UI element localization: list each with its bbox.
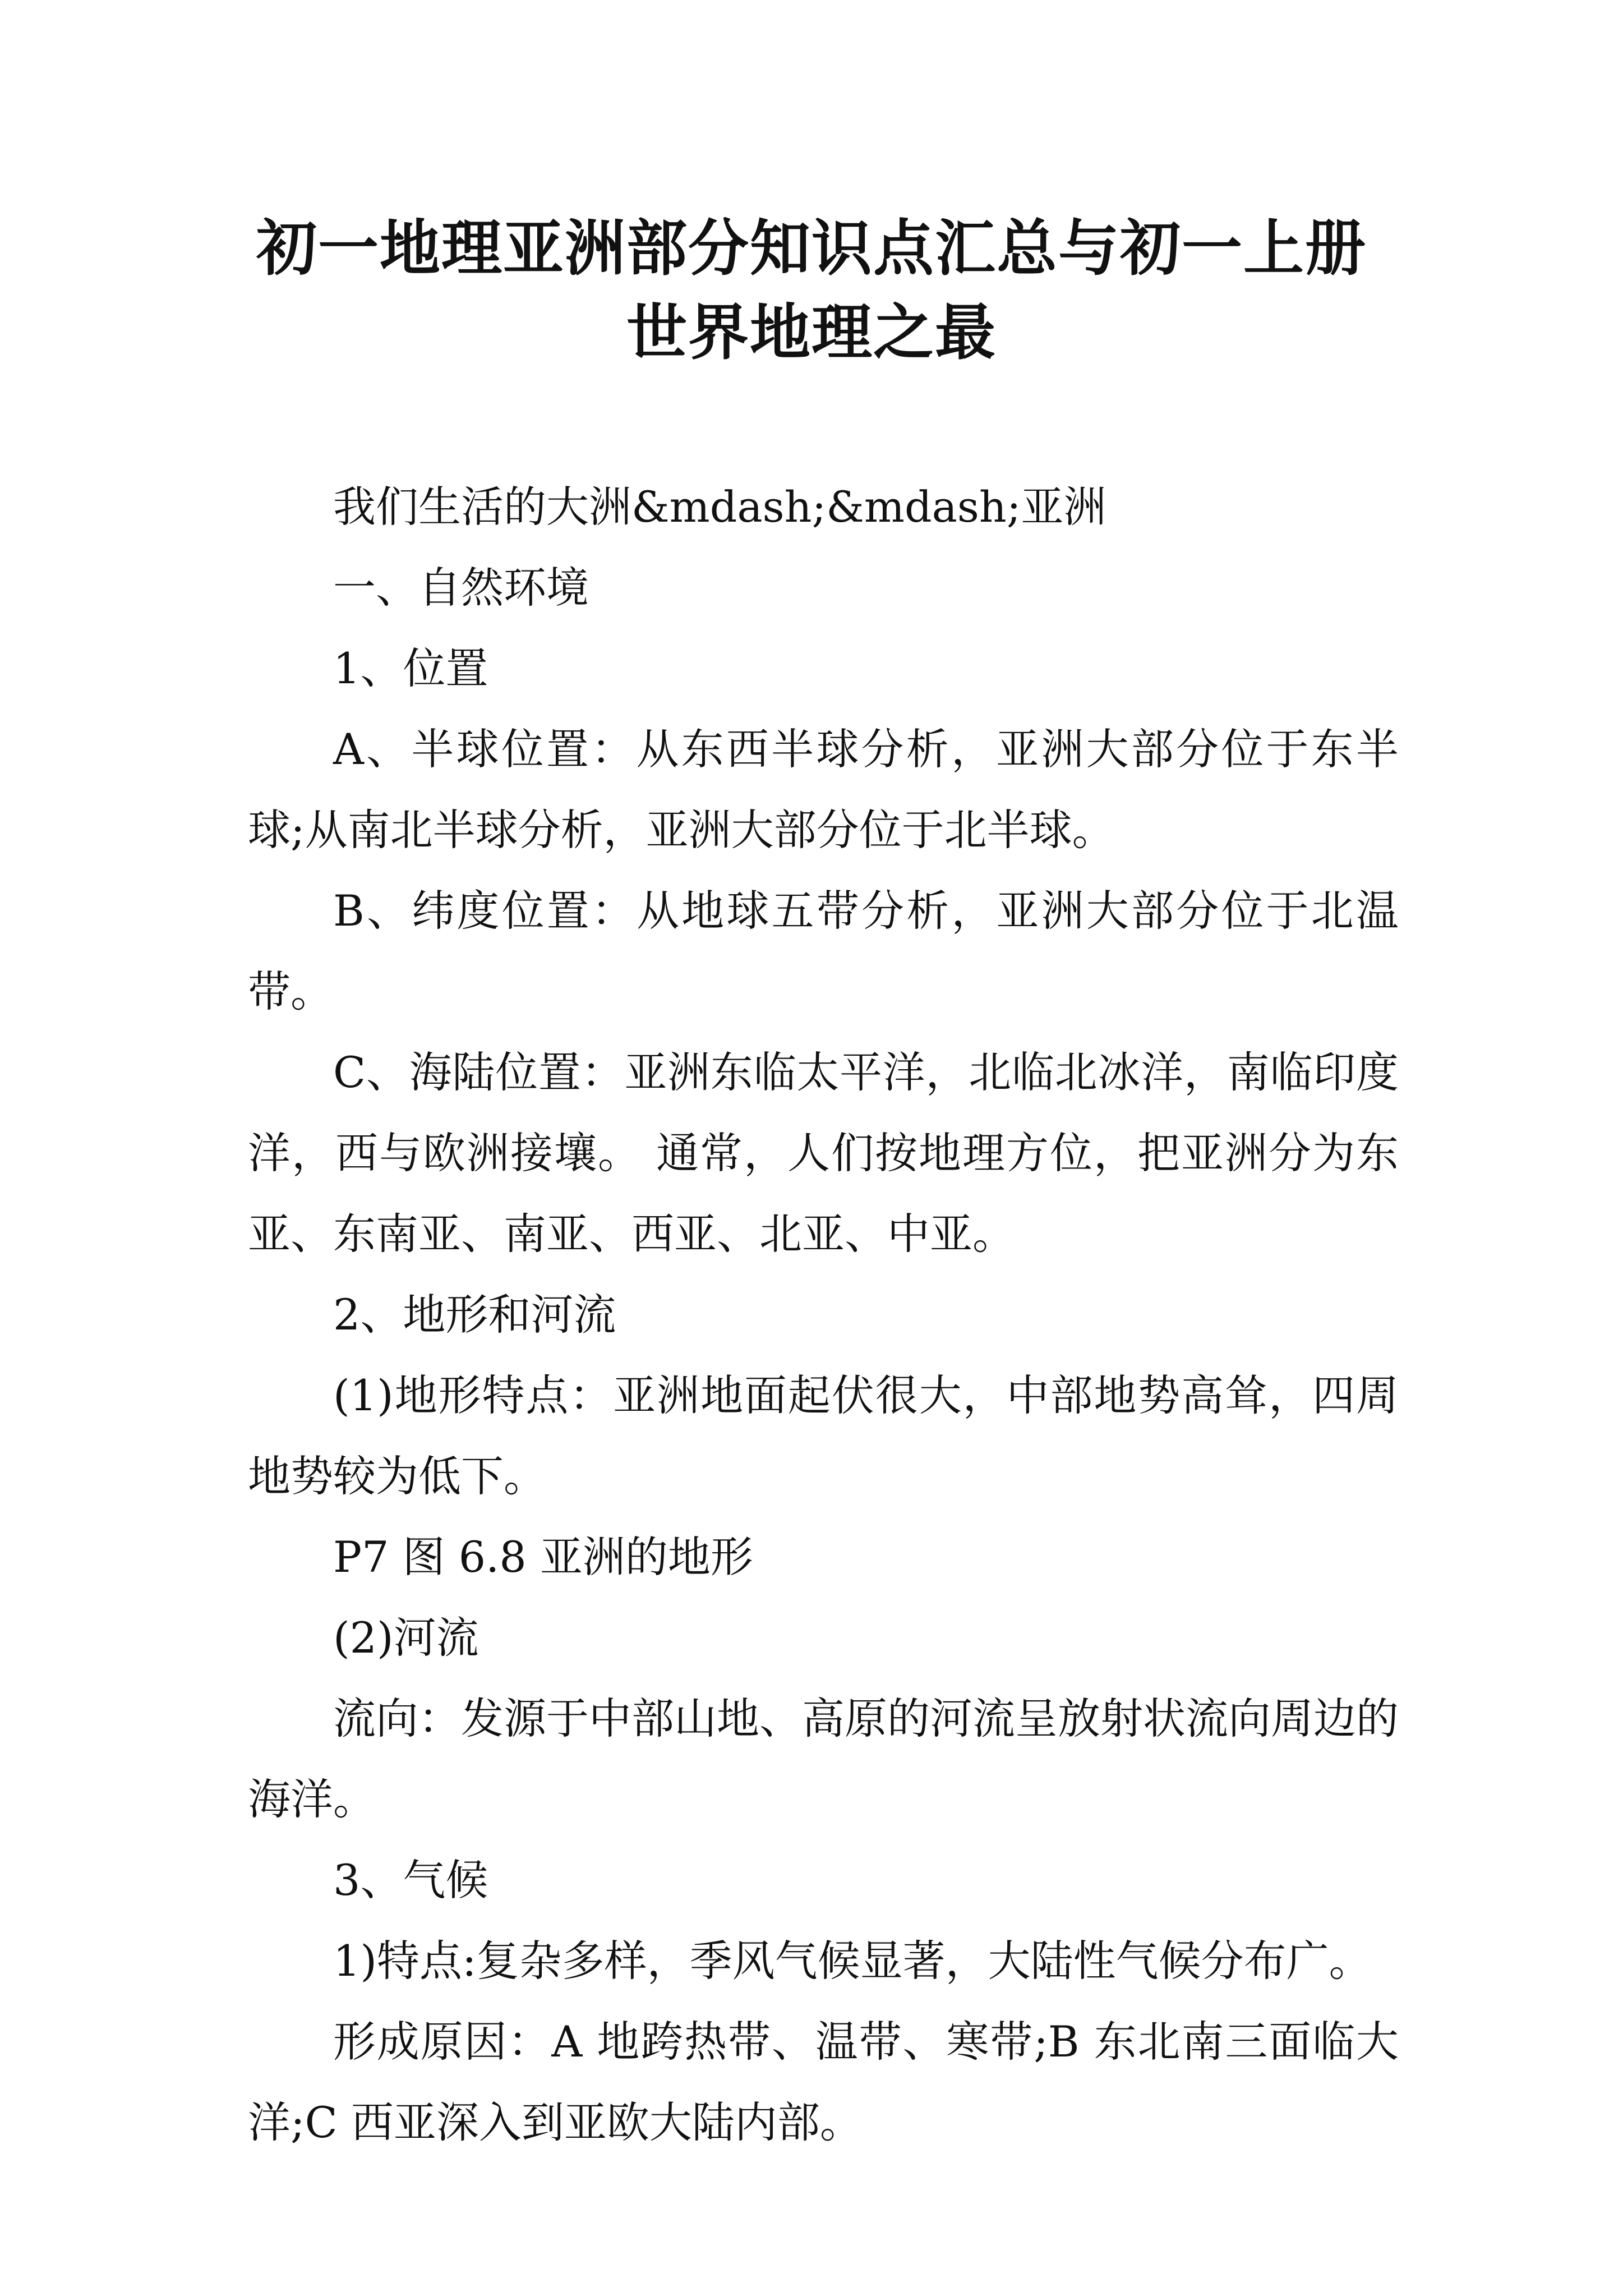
paragraph-latitude-location: B、纬度位置：从地球五带分析，亚洲大部分位于北温带。	[248, 886, 1399, 1016]
document-title	[168, 206, 1455, 375]
paragraph-rivers-heading: (2)河流	[333, 1613, 479, 1663]
paragraph-sea-land-location: C、海陆位置：亚洲东临太平洋，北临北冰洋，南临印度洋，西与欧洲接壤。 通常，人们按地理方位，把亚洲分为东亚、东南亚、南亚、西亚、北亚、中亚。	[248, 1047, 1399, 1259]
title-line-1: 初一地理亚洲部分知识点汇总与初一上册	[256, 213, 1367, 284]
paragraph-climate-causes: 形成原因：A 地跨热带、温带、寒带;B 东北南三面临大洋;C 西亚深入到亚欧大陆内部。	[248, 2017, 1399, 2147]
subsection-heading-terrain-rivers: 2、地形和河流	[333, 1290, 616, 1340]
paragraph-climate-features: 1)特点:复杂多样，季风气候显著，大陆性气候分布广。	[333, 1936, 1372, 1986]
subsection-heading-location: 1、位置	[333, 643, 488, 693]
paragraph-figure-reference: P7 图 6.8 亚洲的地形	[333, 1532, 753, 1582]
subsection-heading-climate: 3、气候	[333, 1855, 488, 1905]
section-heading-natural-environment: 一、自然环境	[333, 563, 589, 613]
paragraph-river-flow: 流向：发源于中部山地、高原的河流呈放射状流向周边的海洋。	[248, 1694, 1399, 1824]
paragraph-hemisphere-location: A、半球位置：从东西半球分析，亚洲大部分位于东半球;从南北半球分析，亚洲大部分位于北半球。	[248, 724, 1399, 855]
document-body	[248, 467, 1399, 2163]
paragraph-subtitle: 我们生活的大洲&mdash;&mdash;亚洲	[333, 482, 1106, 532]
title-line-2: 世界地理之最	[626, 297, 997, 368]
paragraph-terrain-features: (1)地形特点：亚洲地面起伏很大，中部地势高耸，四周地势较为低下。	[248, 1370, 1399, 1501]
